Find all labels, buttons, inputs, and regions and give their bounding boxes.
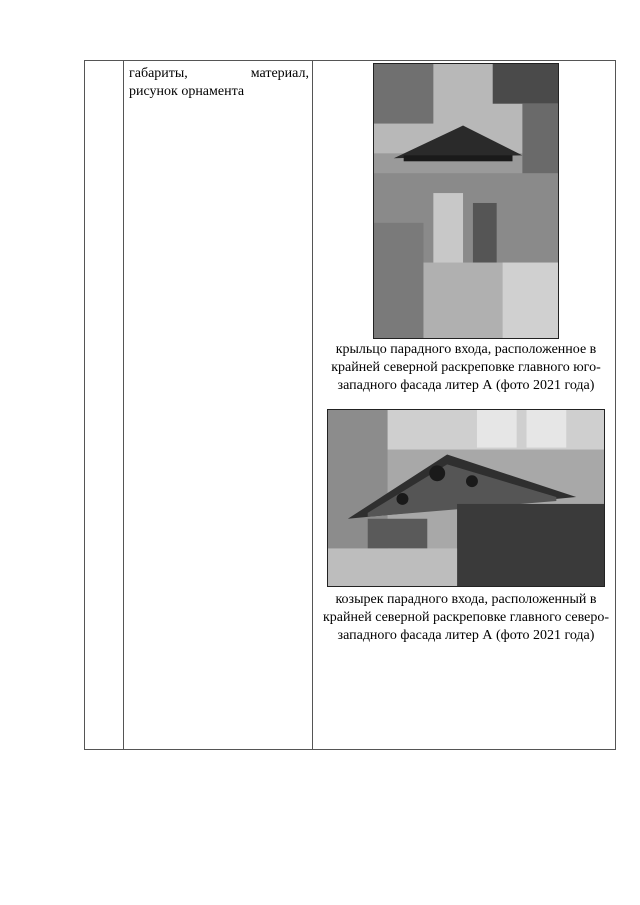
photo-porch: [373, 63, 559, 339]
attribute-line-2: рисунок орнамента: [129, 84, 245, 99]
column-divider-1: [123, 61, 124, 749]
attribute-line-1: габариты, материал,: [129, 66, 309, 81]
photo-caption-2: козырек парадного входа, расположенный в крайней северной раскреповке главного северо-западного фасада литер А (фото 2021 года): [323, 592, 609, 643]
photo-caption-1: крыльцо парадного входа, расположенное в крайней северной раскреповке главного юго-западного фасада литер А (фото 2021 года): [331, 342, 601, 393]
attribute-cell: [129, 65, 309, 101]
column-divider-2: [312, 61, 313, 749]
document-table: [84, 60, 616, 750]
photo-canopy: [327, 409, 605, 587]
